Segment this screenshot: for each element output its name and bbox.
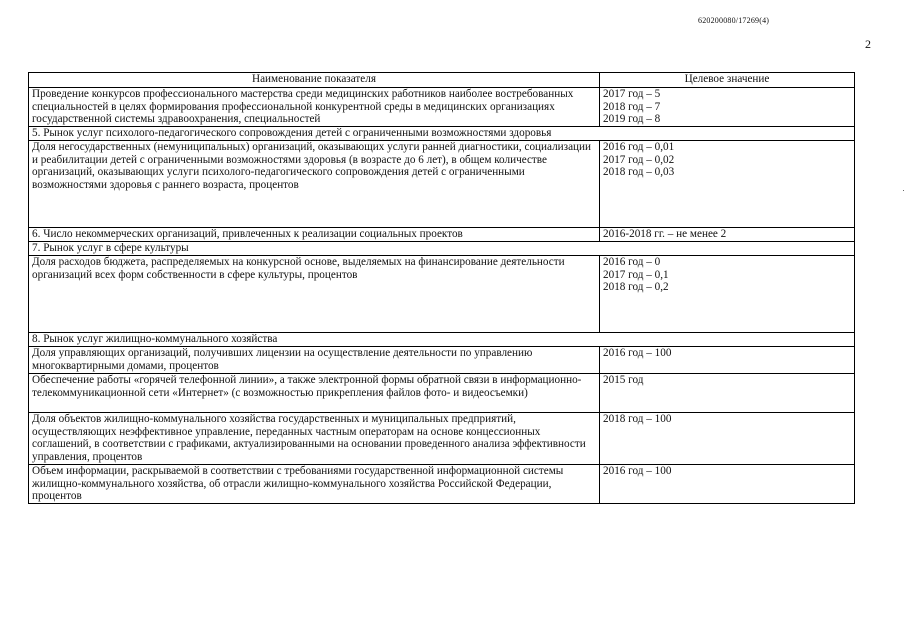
target-value-cell xyxy=(600,256,855,333)
indicator-cell: 6. Число некоммерческих организаций, привлеченных к реализации социальных проектов xyxy=(29,228,600,242)
table-row xyxy=(29,413,855,465)
column-header-indicator: Наименование показателя xyxy=(29,73,600,88)
indicator-cell: Объем информации, раскрываемой в соответствии с требованиями государственной информационной системы жилищно-коммунального хозяйства, об отрасли жилищно-коммунального хозяйства Российской Федерации, процентов xyxy=(29,465,600,504)
indicator-cell: Доля расходов бюджета, распределяемых на конкурсной основе, выделяемых на финансирование деятельности организаций всех форм собственности в сфере культуры, процентов xyxy=(29,256,600,333)
target-value: 2016 год – 100 xyxy=(603,465,672,477)
target-value: 2017 год – 0,1 xyxy=(603,268,669,281)
target-value: 2017 год – 5 xyxy=(603,88,661,100)
table-row xyxy=(29,256,855,333)
indicator-cell: Доля негосударственных (немуниципальных) организаций, оказывающих услуги ранней диагностики, социализации и реабилитации детей с ограниченными возможностями здоровья (в возрасте до 6 лет), в общем количестве организаций, оказывающих услуги психолого-педагогического сопровождения детей с ограниченными возможностями здоровья с раннего возраста, процентов xyxy=(29,141,600,228)
section-row xyxy=(29,242,855,256)
section-title: 5. Рынок услуг психолого-педагогического сопровождения детей с ограниченными возможностями здоровья xyxy=(29,127,855,141)
target-value: 2019 год – 8 xyxy=(603,113,661,126)
target-value: 2017 год – 0,02 xyxy=(603,153,675,166)
target-value-cell xyxy=(600,374,855,413)
target-value-cell xyxy=(600,413,855,465)
target-value: 2018 год – 0,2 xyxy=(603,281,669,294)
table-row xyxy=(29,465,855,504)
indicator-cell: Доля управляющих организаций, получивших лицензии на осуществление деятельности по управлению многоквартирными домами, процентов xyxy=(29,347,600,374)
target-value-cell xyxy=(600,88,855,127)
indicators-table xyxy=(28,72,855,504)
target-value: 2018 год – 100 xyxy=(603,413,672,425)
table-header-row xyxy=(29,73,855,88)
column-header-target-value: Целевое значение xyxy=(600,73,855,88)
section-row xyxy=(29,127,855,141)
table-row xyxy=(29,88,855,127)
indicator-cell: Обеспечение работы «горячей телефонной линии», а также электронной формы обратной связи в информационно-телекоммуникационной сети «Интернет» (с возможностью прикрепления файлов фото- и видеосъемки) xyxy=(29,374,600,413)
target-value-cell xyxy=(600,228,855,242)
table-row xyxy=(29,141,855,228)
table-row xyxy=(29,374,855,413)
indicator-cell: Проведение конкурсов профессионального мастерства среди медицинских работников наиболее востребованных специальностей в целях формирования профессиональной конкурентной среды в медицинских организациях государственной системы здравоохранения, специальностей xyxy=(29,88,600,127)
target-value: 2015 год xyxy=(603,374,644,386)
scan-artifact-dot xyxy=(903,190,904,191)
table-row xyxy=(29,228,855,242)
table-row xyxy=(29,347,855,374)
target-value-cell xyxy=(600,141,855,228)
page-number: 2 xyxy=(865,37,871,51)
section-row xyxy=(29,333,855,347)
target-value-cell xyxy=(600,465,855,504)
target-value: 2016 год – 100 xyxy=(603,347,672,359)
target-value: 2018 год – 7 xyxy=(603,100,661,113)
target-value: 2018 год – 0,03 xyxy=(603,166,675,179)
target-value: 2016-2018 гг. – не менее 2 xyxy=(603,228,727,240)
section-title: 7. Рынок услуг в сфере культуры xyxy=(29,242,855,256)
target-value-cell xyxy=(600,347,855,374)
document-code: 620200080/17269(4) xyxy=(698,16,770,25)
indicator-cell: Доля объектов жилищно-коммунального хозяйства государственных и муниципальных предприятий, осуществляющих неэффективное управление, переданных частным операторам на основе концессионных соглашений, в соответствии с графиками, актуализированными на основании проведенного анализа эффективности управления, процентов xyxy=(29,413,600,465)
target-value: 2016 год – 0,01 xyxy=(603,141,675,153)
section-title: 8. Рынок услуг жилищно-коммунального хозяйства xyxy=(29,333,855,347)
target-value: 2016 год – 0 xyxy=(603,256,661,268)
